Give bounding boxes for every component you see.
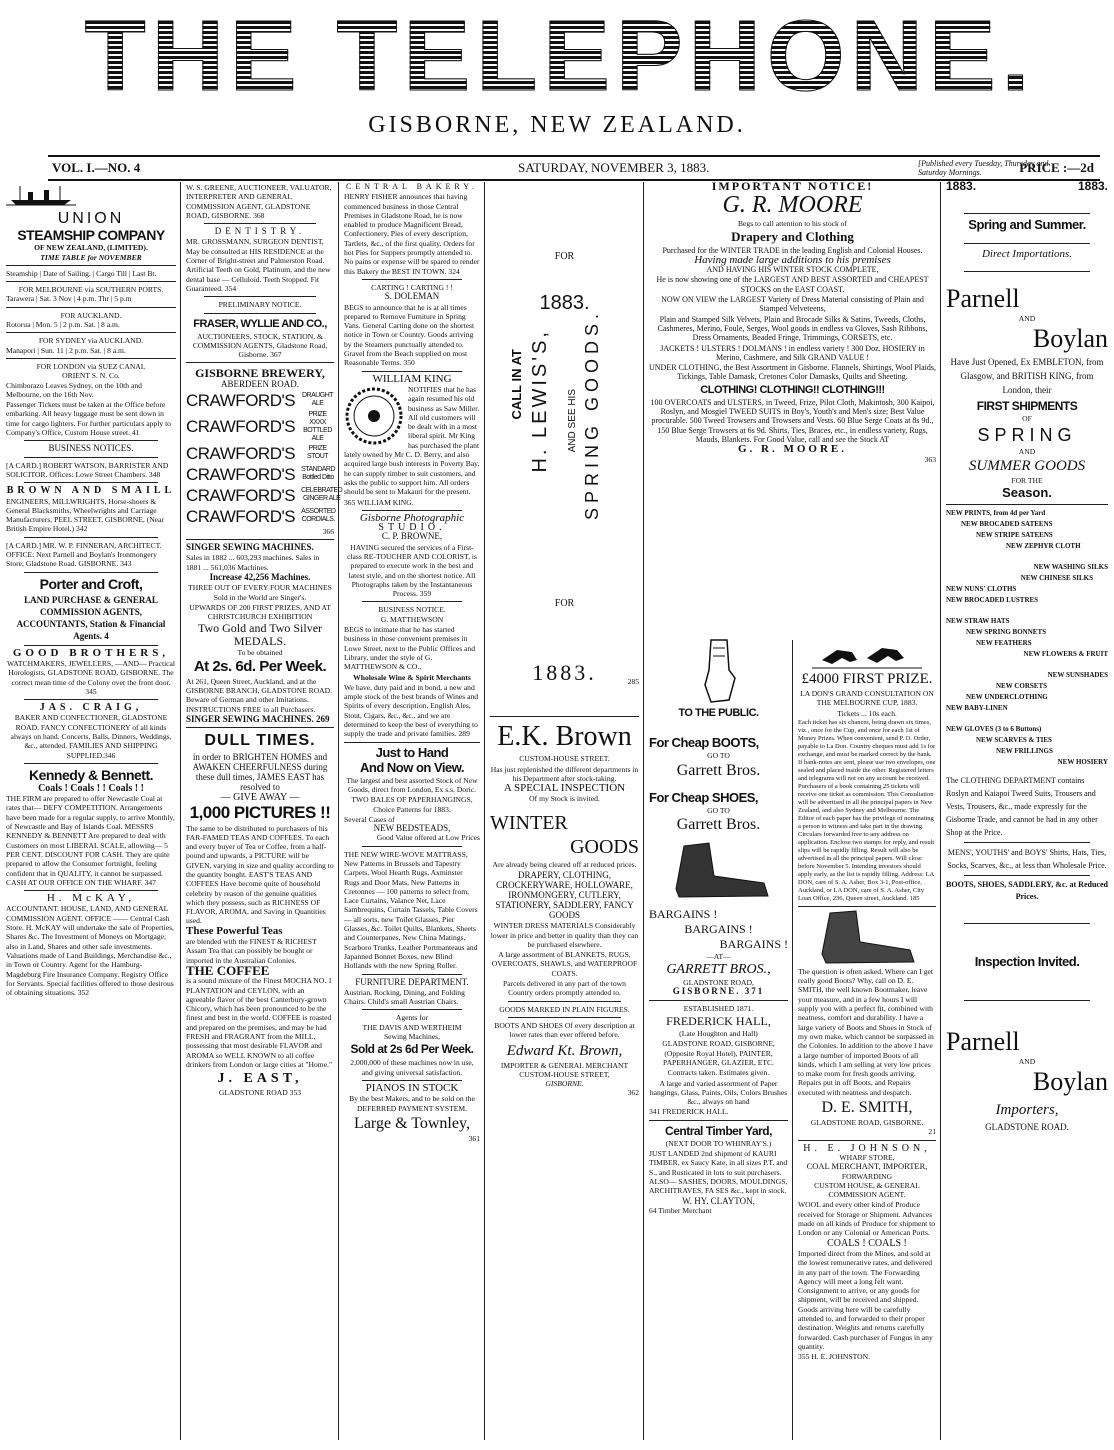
singer-medals: Two Gold and Two Silver MEDALS.: [197, 621, 323, 649]
marked-plain: GOODS MARKED IN PLAIN FIGURES.: [499, 1004, 630, 1014]
garrett-hall-column: [645, 640, 792, 1440]
cleared-text: Are already being cleared off at reduced prices.: [492, 859, 637, 869]
gisborne-label-2: GISBORNE. 371: [672, 986, 765, 997]
kennedy-text: THE FIRM are prepared to offer Newcastle Coal at rates that— DEFY COMPETITION. Arrangements have been made for a regular supply, to arrive Monthly, of Newcastle and Bay of Islands Coal. MESSRS KENNEDY & BENNETT Are prepared to deal with Customers on most LIBERAL SCALE, allowing— 5 PER CENT. DISCOUNT FOR CASH. They are quite prepared to allow the Consumer fortnight, feeling confident that in QUALITY, it cannot be surpassed. CASH AT OUR OFFICE ON THE WHARF. 347: [6, 794, 175, 887]
parcels: Parcels delivered in any part of the town Country orders promptly attended to.: [503, 979, 626, 998]
carting-heading: CARTING ! CARTING ! !: [371, 282, 453, 292]
agents-for: Agents for: [395, 1013, 429, 1023]
new-list-2: [946, 562, 1108, 606]
union-subtitle: STEAMSHIP COMPANY: [17, 227, 165, 244]
column-4: [486, 182, 643, 1442]
list-item: NEW PRINTS, from 4d per Yard: [946, 509, 1046, 518]
for-label-2: FOR: [554, 597, 575, 609]
list-item: NEW STRAW HATS: [946, 617, 1010, 626]
matthewson-name: G. MATTHEWSON: [380, 614, 444, 624]
column-rule: [484, 182, 485, 1440]
studio-title: STUDIO.: [378, 522, 446, 534]
finneran-card: [A CARD.] MR. W. P. FINNERAN, ARCHITECT. OFFICE: Next Parnell and Boylan's Ironmongery Store, Gladstone Road. GISBORNE. 343: [6, 540, 162, 569]
doleman-name: S. DOLEMAN: [384, 291, 440, 302]
matthewson-text: BEGS to intimate that he has started business in those convenient premises in Lowe Street, next to the Public Offices and Library, under the style of G. MATTHEWSON & CO.,: [344, 625, 476, 672]
smith-road: GLADSTONE ROAD, GISBORNE.: [810, 1118, 924, 1128]
coals-heading-2: COALS ! COALS !: [827, 1237, 907, 1249]
pianos-heading: PIANOS IN STOCK: [365, 1081, 459, 1094]
goods-label: GOODS: [570, 835, 639, 858]
custom-house-street: CUSTOM-HOUSE STREET.: [519, 754, 610, 764]
singer-heading: SINGER SEWING MACHINES.: [186, 542, 314, 553]
issue-date: SATURDAY, NOVEMBER 3, 1883.: [518, 160, 710, 175]
column-rule: [643, 182, 644, 1440]
moore-title: G. R. MOORE: [722, 192, 863, 219]
spring-word: SPRING: [977, 424, 1077, 445]
hall-title: FREDERICK HALL,: [666, 1014, 771, 1029]
list-item: NEW UNDERCLOTHING: [966, 693, 1048, 702]
gladstone-road: GLADSTONE ROAD,: [683, 978, 754, 988]
cheap-shoes: For Cheap SHOES,: [649, 789, 759, 805]
browne-name: C. P. BROWNE,: [381, 531, 443, 542]
sydney-heading: FOR SYDNEY via AUCKLAND.: [38, 336, 144, 346]
garrett-bros-2: Garrett Bros.: [676, 815, 761, 833]
pictures: 1,000 PICTURES !!: [189, 802, 331, 822]
list-item: NEW ZEPHYR CLOTH: [1006, 542, 1081, 551]
j-east: J. EAST,: [217, 1071, 303, 1087]
list-item: NEW SPRING BONNETS: [966, 628, 1047, 637]
column-rule: [338, 182, 339, 1440]
large-townley-number: 361: [468, 1133, 480, 1143]
timetable-header: Steamship | Date of Sailing. | Cargo Till | Last Bt.: [6, 268, 157, 278]
timber-text: JUST LANDED 2nd shipment of KAURI TIMBER, ex Saucy Kate, in all sizes P.T. and S., and Rusticated in lots to suit purchasers. ALSO— SASHES, DOORS, MOULDINGS, ARCHITRAVES, FA SES &c., kept in stock.: [649, 1149, 788, 1196]
cheap-boots: For Cheap BOOTS,: [649, 735, 759, 751]
importers: Importers,: [995, 1101, 1059, 1118]
timetable-heading: TIME TABLE for NOVEMBER: [40, 252, 142, 262]
list-item: NEW SUNSHADES: [1047, 671, 1108, 680]
sewing-machines: Sewing Machines,: [383, 1032, 441, 1042]
bargains-2: BARGAINS !: [684, 921, 753, 936]
craig-title: JAS. CRAIG,: [39, 702, 143, 714]
boot-icon-2: [812, 910, 922, 965]
years-row: [946, 179, 1108, 193]
view-text: The largest and best assorted Stock of New Goods, direct from London, Ex s.s. Doric.: [346, 775, 478, 794]
dress-materials: WINTER DRESS MATERIALS Considerably lower in price and better in quality than they can be purchased elsewhere.: [490, 921, 639, 949]
list-item: NEW BABY-LINEN: [946, 704, 1008, 713]
list-item: NEW BROCADED SATEENS: [961, 520, 1053, 529]
go-to-2: GO TO: [707, 805, 730, 815]
and-label: AND: [1018, 314, 1036, 324]
good-brothers-text: WATCHMAKERS, JEWELLERS, —AND— Practical Horologists, GLADSTONE ROAD, GISBORNE. The correct mean time of the Colony over the front door. 345: [6, 658, 176, 696]
bargains-1: BARGAINS !: [649, 906, 718, 921]
bargains-3: BARGAINS !: [719, 936, 788, 951]
london-text: Chimborazo Leaves Sydney, on the 10th and Melbourne, on the 16th Nov.: [6, 380, 142, 399]
melbourne-row: Tarawera | Sat. 3 Nov | 4 p.m. Thr | 5 p.m: [6, 294, 132, 304]
moore-showing: He is now showing one of the LARGEST AND BEST ASSORTED and CHEAPEST STOCKS on the EAST COAST.: [656, 275, 929, 294]
davis-wertheim: THE DAVIS AND WERTHEIM: [362, 1022, 462, 1032]
coffee-heading: THE COFFEE: [186, 962, 270, 978]
at-label: —AT—: [706, 951, 731, 961]
johnson-title: H. E. JOHNSON,: [803, 1142, 931, 1154]
lewis-name: H. LEWIS'S,: [529, 328, 551, 473]
masthead-subtitle: GISBORNE, NEW ZEALAND.: [368, 112, 746, 138]
pointing-hand-icon: [689, 640, 749, 705]
year-left: 1883.: [946, 179, 977, 193]
forwarding: FORWARDING: [841, 1171, 893, 1181]
smith-title: D. E. SMITH,: [821, 1099, 913, 1117]
dateline: [48, 155, 1100, 181]
wine-heading: Wholesale Wine & Spirit Merchants: [353, 672, 471, 682]
boot-icon: [664, 841, 774, 901]
blankets: A large assortment of BLANKETS, RUGS, OVERCOATS, SHAWLS, and WATERPROOF COATS.: [491, 950, 638, 978]
winter-label: WINTER: [490, 811, 568, 834]
king-signature: 365 WILLIAM KING.: [344, 497, 414, 507]
spring-summer: Spring and Summer.: [968, 217, 1086, 233]
london-heading: FOR LONDON via SUEZ CANAL: [36, 361, 146, 371]
special-inspection: A SPECIAL INSPECTION: [503, 782, 626, 795]
singer-upwards: UPWARDS OF 200 FIRST PRIZES, AND AT CHRISTCHURCH EXHIBITION: [189, 602, 331, 622]
moore-overcoats: 100 OVERCOATS and ULSTERS, in Tweed, Frize, Pilot Cloth, Makintosh, 300 Kaipoi, Roslyn, and Mosgiel TWEED SUITS in Boy's, Youth's and Men's size; Best Value procurable. 500 Tweed Trowsers and Trowsers and Vests. 60 Blue Serge Coats at 8s 9d., 150 Blue Serge Trowsers at 6s 9d. Shirts, Ties, Braces, etc., in endless variety, Rugs, Mauds, Blankets. For Good Value, call and see the Stock AT: [650, 397, 935, 444]
ek-brown: E.K. Brown: [497, 721, 632, 753]
list-item: NEW GLOVES (3 to 6 Buttons): [946, 725, 1042, 734]
masthead: [60, 0, 1060, 112]
dentistry-heading: DENTISTRY.: [214, 226, 306, 237]
go-to: GO TO: [707, 751, 730, 761]
london-sub: ORIENT S. N. Co.: [62, 371, 120, 381]
crawford-item: CRAWFORD'S PRIZE XXXX BOTTLED ALE: [186, 410, 332, 442]
now-on-view: And Now on View.: [360, 759, 464, 775]
union-notes: Passenger Tickets must be taken at the Office before embarking. All heavy luggage must be sent down in time for cargo lighters. For further particulars apply to Company's Office, Custom House street. 41: [6, 400, 171, 438]
important-notice: IMPORTANT NOTICE!: [711, 179, 874, 193]
list-item: NEW CHINESE SILKS: [1020, 574, 1093, 583]
column-rule: [180, 182, 181, 1440]
column-2: [182, 182, 343, 1442]
sold-text: 2,000,000 of these machines now in use, and giving universal satisfaction.: [350, 1058, 474, 1077]
paperhangings: TWO BALES OF PAPERHANGINGS, Choice Patterns for 1883.: [351, 795, 473, 814]
ladon-smith-johnson-column: [794, 640, 940, 1440]
moore-view: NOW ON VIEW the LARGEST Variety of Dress Material consisting of Plain and Stamped Velveteens,: [661, 295, 924, 314]
singer-obtained: To be obtained: [237, 648, 283, 658]
photo-title: Gisborne Photographic: [359, 511, 465, 524]
drapery-list: DRAPERY, CLOTHING, CROCKERYWARE, HOLLOWARE, IRONMONGERY, CUTLERY, STATIONERY, SADDLERY, FANCY GOODS: [495, 870, 634, 921]
porter-croft-text: LAND PURCHASE & GENERAL COMMISSION AGENTS, ACCOUNTANTS, Station & Financial Agents. 4: [16, 594, 166, 641]
steamship-icon: [6, 184, 76, 206]
king-title: WILLIAM KING: [372, 372, 452, 385]
large-townley: Large & Townley,: [354, 1114, 470, 1132]
give-away: — GIVE AWAY —: [220, 792, 300, 804]
crawford-item: CRAWFORD'S PRIZE STOUT: [186, 443, 329, 463]
dull-times: DULL TIMES.: [204, 732, 316, 750]
and-label-3: AND: [1018, 1057, 1036, 1067]
list-item: NEW STRIPE SATEENS: [976, 531, 1053, 540]
king-text: NOTIFIES that he has again resumed his old business as Saw Miller. All old customers will be dealt with in a most liberal spirit. Mr King has purchased the plant lately owned by Mr C. D. Berry, and also acquired large bush interests in Poverty Bay, he can supply timber to suit customers, and asks the public to support him. All orders should be sent to Makauri for the present.: [344, 384, 480, 497]
wool-text: WOOL and every other kind of Produce received for Storage or Shipment. Advances made on all kinds of Produce for shipment to London or any Colonial or American Ports.: [798, 1200, 936, 1238]
auckland-heading: FOR AUCKLAND.: [60, 310, 122, 320]
whinray: (NEXT DOOR TO WHINRAY'S.): [665, 1138, 772, 1148]
list-item: NEW WASHING SILKS: [1033, 563, 1108, 572]
hall-signature: 341 FREDERICK HALL.: [649, 1107, 729, 1117]
brown-number: 362: [627, 1088, 639, 1098]
sold-per-week: Sold at 2s 6d Per Week.: [350, 1042, 474, 1057]
moore-advert: [645, 179, 940, 637]
johnson-signature: 355 H. E. JOHNSTON.: [798, 1352, 871, 1362]
moore-drapery: Drapery and Clothing: [731, 228, 854, 244]
boots-shoes: BOOTS AND SHOES Of every description at lower rates than ever offered before.: [494, 1020, 635, 1040]
brewery-title: GISBORNE BREWERY,: [195, 366, 325, 381]
new-list-4: [946, 670, 1108, 714]
greene-card: W. S. GREENE, AUCTIONEER, VALUATOR, INTERPRETER AND GENERAL COMMISSION AGENT, GLADSTONE ROAD, GISBORNE. 368: [186, 183, 332, 220]
garrett-bros: Garrett Bros.: [676, 761, 761, 779]
direct-importations: Direct Importations.: [981, 248, 1073, 261]
year-right: 1883.: [1077, 179, 1108, 193]
column-6: [942, 179, 1112, 1442]
singer-week: At 2s. 6d. Per Week.: [193, 657, 327, 675]
saw-blade-icon: [344, 386, 404, 446]
fisher-text: HENRY FISHER announces that having commenced business in those Central Premises in Gladstone Road, he is now enabled to produce Magnificent Bread, Confectionery, Pies of every description, Tartlets, &c., of the first quality. Orders for hot Pies for Suppers promptly attended to. No pains or expense will be spared to render this Bakery the BEST IN TOWN. 324: [344, 192, 480, 276]
stock-invited: Of my Stock is invited.: [529, 793, 600, 803]
union-title: UNION: [57, 210, 125, 228]
brewery-road: ABERDEEN ROAD.: [221, 379, 299, 390]
crawford-list: [186, 390, 343, 527]
moore-begs: Begs to call attention to his stock of: [737, 219, 848, 229]
first-shipments: FIRST SHIPMENTS: [976, 398, 1078, 413]
to-the-public: TO THE PUBLIC.: [678, 707, 759, 719]
brown-smaill-title: BROWN AND SMAILL: [6, 485, 176, 497]
gisborne-label: GISBORNE.: [545, 1079, 584, 1089]
furniture-heading: FURNITURE DEPARTMENT.: [355, 976, 469, 987]
preliminary-notice: PRELIMINARY NOTICE.: [218, 300, 302, 310]
lewis-number: 285: [627, 677, 639, 687]
garrett-bros-sig: GARRETT BROS.,: [666, 962, 771, 978]
singer-three-out: THREE OUT OF EVERY FOUR MACHINES Sold in the World are Singer's.: [188, 583, 332, 602]
hall-text: GLADSTONE ROAD, GISBORNE, (Opposite Royal Hotel), PAINTER, PAPERHANGER, GLAZIER, ETC.: [662, 1039, 775, 1067]
new-list-3: [946, 616, 1108, 660]
parnell: Parnell: [946, 284, 1020, 314]
singer-heading-2: SINGER SEWING MACHINES. 269: [186, 713, 330, 724]
established: ESTABLISHED 1871.: [683, 1003, 754, 1013]
fraser-title: FRASER, WYLLIE AND CO.,: [193, 317, 327, 330]
powerful-text: are blended with the FINEST & RICHEST Assam Tea that can possibly be bought or imported in the Australian Colonies.: [186, 937, 317, 965]
melbourne-heading: FOR MELBOURNE via SOUTHERN PORTS.: [18, 285, 164, 295]
moore-list: Plain and Stamped Silk Velvets, Plain and Brocade Silks & Satins, Tweeds, Cloths, Cashmeres, Merino, Foule, Serges, Wool goods in endless va Gloves, Sash Ribbons, Dress Ornaments, Beaded Fringe, Trimmings, CORSETS, etc.: [657, 314, 928, 343]
new-list-1: [946, 508, 1108, 552]
list-item: NEW HOSIERY: [1057, 758, 1108, 767]
list-item: NEW FRILLINGS: [996, 747, 1053, 756]
of-label: OF: [1022, 413, 1032, 423]
dentistry-text: MR. GROSSMANN, SURGEON DENTIST, May be consulted at HIS RESIDENCE at the Corner of Bright-street and Palmerston Road. Artificial Teeth on Gold, Platinum, and the new dental base — Celluloid. Teeth Stopped. Fit Guaranteed. 354: [186, 237, 331, 293]
moore-jackets: JACKETS ! ULSTERS ! DOLMANS ! in endless variety ! 300 Doz. HOSIERY in Merino, Cashmere, and Silk GRAND VALUE !: [660, 343, 925, 362]
timber-merchant: 64 Timber Merchant: [649, 1205, 712, 1215]
importer: IMPORTER & GENERAL MERCHANT: [500, 1060, 629, 1070]
business-notices-heading: BUSINESS NOTICES.: [48, 443, 134, 454]
lewis-call-in: CALL IN AT: [509, 348, 524, 420]
new-list-5: [946, 724, 1108, 768]
parnell-2: Parnell: [946, 1027, 1020, 1057]
and-label-2: AND: [1018, 446, 1036, 456]
opened-text: Have Just Opened, Ex EMBLETON, from Glasgow, and BRITISH KING, from London, their: [950, 356, 1104, 395]
ladon-heading: LA DON'S GRAND CONSULTATION ON THE MELBOURNE CUP, 1883.: [800, 689, 934, 708]
ek-text: Has just replenished the different departments in his Department after stock-taking.: [490, 764, 639, 784]
lewis-spring-goods: SPRING GOODS.: [582, 308, 602, 520]
crawford-item: CRAWFORD'S DRAUGHT ALE: [186, 390, 334, 410]
moore-under: UNDER CLOTHING, the Best Assortment in Gisborne. Flannels, Shirtings, Wool Plaids, Tickings, Table Damask, Cretones Color Damasks, Quilts and Sheeting.: [649, 363, 936, 382]
mens-youths: MENS', YOUTHS' and BOYS' Shirts, Hats, Ties, Socks, Scarves, &c., at less than Wholesale Price.: [947, 848, 1107, 871]
lewis-vertical-block: [490, 309, 639, 579]
hall-hough: (Late Houghton and Hall): [679, 1029, 758, 1039]
list-item: NEW FEATHERS: [976, 639, 1032, 648]
pianos-text: By the best Makers, and to be sold on the DEFERRED PAYMENT SYSTEM.: [349, 1094, 475, 1113]
column-rule: [792, 640, 793, 1440]
smith-number: 21: [928, 1127, 936, 1137]
moore-clothing: CLOTHING! CLOTHING!! CLOTHING!!!: [700, 383, 885, 396]
just-to-hand: Just to Hand: [375, 744, 449, 760]
timber-yard: Central Timber Yard,: [665, 1123, 772, 1138]
year-1883-2: 1883.: [532, 659, 597, 685]
furniture-text: Austrian, Rocking, Dining, and Folding Chairs. Child's small Austrian Chairs.: [344, 987, 465, 1007]
clothing-dept: The CLOTHING DEPARTMENT contains Roslyn and Kaiapoi Tweed Suits, Trousers and Vests, Trousers, &c., made expressly for the Gisborne Trade, and cannot be had in any other Shop at the Price.: [946, 776, 1098, 838]
bedsteads: NEW BEDSTEADS,: [373, 823, 451, 834]
singer-sales: Sales in 1882 ... 603,293 machines. Sales in 1881 ... 561,036 Machines.: [186, 553, 320, 572]
moore-signature: G. R. MOORE.: [737, 443, 848, 456]
list-item: NEW BROCADED LUSTRES: [946, 596, 1039, 605]
boylan-2: Boylan: [1032, 1066, 1108, 1096]
clayton: W. HY. CLAYTON,: [682, 1195, 755, 1206]
craig-text: BAKER AND CONFECTIONER, GLADSTONE ROAD. FANCY CONFECTIONERY of all kinds always on hand. Concerts, Balls, Dinners, Weddings, &c., attended. FAMILIES AND SHIPPING SUPPLIED.346: [10, 713, 172, 760]
hall-text-2: A large and varied assortment of Paper hangings, Glass, Paints, Oils, Colors Brushes &c., always on hand: [649, 1078, 788, 1107]
watson-card: [A CARD.] ROBERT WATSON, BARRISTER AND SOLICITOR. Offices: Lowe Street Chambers. 348: [6, 460, 169, 479]
inspection-invited: Inspection Invited.: [974, 954, 1080, 970]
masthead-title: THE TELEPHONE.: [84, 0, 1036, 112]
column-rule: [940, 182, 941, 1440]
smith-text: The question is often asked, Where can I get really good Boots? Why, call on D. E. SMITH, the well known Bootmaker, leave your measure, and in a few hours I will supply you with a perfect fit, combined with neatness, comfort and durability. I have a large variety of Boots and Shoes in Stock of my own make, which cannot be surpassed in the Colonies. In addition to the above I have a large number of imported Boots of all kinds, which I am selling at very low prices to make room for fresh goods arriving. Repairs put in off Boots, and Repairs executed with neatness and despatch.: [798, 966, 934, 1097]
publication-schedule: [Published every Tuesday, Thursday and Saturday Mornings.: [918, 159, 1049, 177]
powerful-teas: These Powerful Teas: [186, 924, 283, 937]
browne-text: HAVING secured the services of a First-class RE-TOUCHER AND COLORIST, is prepared to execute work in the best and latest style, and on the shortest notice. All Photographs taken by the Instantaneous Process. 359: [347, 542, 477, 599]
list-item: NEW FLOWERS & FRUIT: [1023, 650, 1108, 659]
wine-text: We have, duty paid and in bond, a new and ample stock of the best brands of Wines and Spirits of every description, English Ales, Stout, Cigars, &c., &c., and we are determined to keep the best of everything to supply the trade and private families. 289: [344, 682, 479, 739]
first-prize: £4000 FIRST PRIZE.: [801, 671, 933, 687]
list-item: NEW CORSETS: [996, 682, 1048, 691]
wharf-store: WHARF STORE,: [839, 1152, 895, 1162]
several-cases: Several Cases of: [344, 814, 395, 824]
auckland-row: Rotorua | Mon. 5 | 2 p.m. Sat. | 8 a.m.: [6, 320, 120, 330]
volume-number: VOL. I.—NO. 4: [52, 160, 141, 175]
kennedy-title: Kennedy & Bennett.: [28, 766, 153, 783]
for-the: FOR THE: [1011, 476, 1043, 486]
custom-house-2: CUSTOM-HOUSE STREET,: [519, 1069, 610, 1079]
crawford-item: CRAWFORD'S ASSORTED CORDIALS.: [186, 506, 336, 526]
racehorses-icon: [812, 640, 922, 670]
moore-having: Having made large additions to his premises: [694, 253, 891, 266]
union-nz: OF NEW ZEALAND, (LIMITED).: [34, 243, 148, 253]
year-1883: 1883.: [539, 292, 590, 315]
price: PRICE :—2d: [1019, 160, 1094, 175]
for-label: FOR: [554, 251, 575, 262]
ladon-tickets: Tickets ... 10s each.: [837, 708, 897, 718]
ladon-text: Each ticket has six chances, being drawn six times, viz., once for the Cup, and once for each 1st of Money Prizes. When convenient, send P. O. Order, payable to La Don. Country cheques must add 1s for exchange, and must be marked correct by the bank. If bank-notes are sent, please use two envelopes, one sealed and placed inside the other. Registered letters and telegrams will not on any account be received. Purchasers of a book containing 25 tickets will receive one ticket as commission. This Consultation will be advertised in all the principal papers in New Zealand, and also Sydney and Melbourne. The Editor of each paper has the privilege of nominating a person to witness and take part in the drawing. Circulars forwarded free to any address on application. Enclose two stamps for reply, and result slips will be rapidly filling. Result will also be advertised in all the principal papers. Will close before November 5. Intending investors should apply early, as the list is rapidly filling. Address: LA DON, care of S. A. Asher, Box 3-1, Post-office, Auckland, or LA DON, care of S. A. Asher, City Loan Office, 236, Queen street, Auckland. 185: [798, 718, 936, 902]
moore-winter: AND HAVING HIS WINTER STOCK COMPLETE,: [706, 265, 879, 275]
coffee-text: is a sound mixture of the Finest MOCHA NO. 1 PLANTATION and CEYLON, with an agreeable flavor of the best Canterbury-grown Chicory, which has been pronounced to be the finest and best in the world. COFFEE is roasted and prepared on the premises, and may be had FRESH and FRAGRANT from the MILL, possessing that most desirable FLAVOR and AROMA so WELL KNOWN to all coffee drinkers from London or large cities at "Home.": [186, 976, 333, 1069]
doleman-text: BEGS to announce that he is at all times prepared to Remove Furniture in Spring Vans. General Carting done on the shortest notice in Town or Country. Goods arriving by the Steamers punctually attended to. Gravel from the Beach supplied on most Reasonable Terms. 350: [344, 302, 475, 368]
coals-text: Imported direct from the Mines, and sold at the lowest remunerative rates, and delivered in any part of the town. The Forwarding Agency will meet a long felt want. Consignment to arrive, or any goods for shipment, will be received and shipped. Goods arriving here will be carefully attended to, and forwarded to their proper destination. Weights and returns carefully forwarded. Cash purchaser of Fungus in any quantity.: [798, 1248, 933, 1351]
customs-agent: CUSTOM HOUSE, & GENERAL COMMISSION AGENT.: [814, 1180, 920, 1200]
boylan: Boylan: [1032, 323, 1108, 353]
fraser-text: AUCTIONEERS, STOCK, STATION, & COMMISSION AGENTS, Gladstone Road, Gisborne. 367: [192, 331, 328, 360]
brown-smaill-text: ENGINEERS, MILLWRIGHTS, Horse-shoers & General Blacksmiths, Wheelwrights and Carriage Manufacturers, PEEL STREET, GISBORNE, (Near British Empire Hotel.) 342: [6, 496, 164, 534]
brown-signature: Edward Kt. Brown,: [506, 1042, 623, 1059]
list-item: NEW NUNS' CLOTHS: [946, 585, 1017, 594]
mattress-text: THE NEW WIRE-WOVE MATTRASS, New Patterns in Brussels and Tapestry Carpets, Wool Hearth Rugs, Axminster Rugs and Door Mats, New Patterns in Cretonnes — 100 patterns to select from, Lace Curtains, Valance Net, Lace Sambrequins, Curtain Tassels, Table Covers — all sorts, new Toilet Glasses, Pier Glasses, &c. Toilet Quilts, Blankets, Sheets and Counterpanes, New China Matings, Scarboro Trunks, Leather Portmanteaus and Japanned Bonnet Boxes, new Blind Hollands with the new Spring Roller.: [344, 849, 478, 971]
coal-merchant: COAL MERCHANT, IMPORTER,: [806, 1161, 928, 1172]
east-intro: in order to BRIGHTEN HOMES and AWAKEN CHEERFULNESS during these dull times, JAMES EAST has resolved to: [192, 752, 328, 793]
moore-number: 363: [924, 454, 936, 464]
coals-heading: Coals ! Coals ! ! Coals ! !: [38, 782, 144, 794]
crawford-item: CRAWFORD'S STANDARD Bottled Ditto: [186, 464, 336, 484]
mckay-title: H. McKAY,: [46, 892, 136, 905]
sydney-row: Manapori | Sun. 11 | 2 p.m. Sat. | 8 a.m.: [6, 345, 126, 355]
boots-saddlery: BOOTS, SHOES, SADDLERY, &c. at Reduced Prices.: [946, 880, 1108, 902]
singer-week-text: At 261, Queen Street, Auckland, and at the GISBORNE BRANCH, GLADSTONE ROAD. Beware of German and other Imitations. INSTRUCTIONS FREE to all Purchasers.: [186, 676, 333, 714]
season: Season.: [1002, 485, 1052, 501]
gladstone-road-2: GLADSTONE ROAD.: [985, 1121, 1069, 1132]
crawford-item: CRAWFORD'S CELEBRATED GINGER ALE: [186, 485, 343, 505]
column-1: [2, 182, 180, 1442]
crawford-number: 366: [322, 526, 334, 536]
bakery-heading: CENTRAL BAKERY.: [345, 182, 478, 191]
summer-goods: SUMMER GOODS: [968, 458, 1086, 475]
singer-increase: Increase 42,256 Machines.: [209, 571, 311, 582]
column-3: [340, 182, 484, 1442]
lewis-and-see: AND SEE HIS: [567, 388, 578, 452]
hall-contracts: Contracts taken. Estimates given.: [667, 1068, 770, 1078]
mckay-text: ACCOUNTANT. HOUSE, LAND, AND GENERAL COMMISSION AGENT. OFFICE —— Central Cash Store. H. McKAY will undertake the sale of Properties, Shares &c. The Investment of Moneys on Mortgage; also in Land, Shares and other safe investments. Valuations made of Land Buildings, Merchandise &c., in Town or Country. Agent for the Hamburg-Magdeburg Fire Insurance Company. Registry Office for Servants. Special facilities offered to those desirous of obtaining situations. 352: [6, 904, 174, 998]
moore-purchased: Purchased for the WINTER TRADE in the leading English and Colonial Houses.: [662, 245, 923, 255]
good-brothers-title: GOOD BROTHERS,: [12, 646, 170, 659]
business-notice: BUSINESS NOTICE.: [378, 605, 446, 615]
east-address: GLADSTONE ROAD 353: [218, 1088, 302, 1098]
east-text: The same to be distributed to purchasers of his FAR-FAMED TEAS AND COFFEES. To each and every buyer of Tea or Coffee, from a half-pound and upwards, a PICTURE will be GIVEN, varying in size and quality according to the quantity bought. EAST'S TEAS AND COFFEES Have become quite of household celebrity by reason of the genuine qualities which they possess, such as RICHNESS OF FLAVOR, AROMA, and Saving in Quantities used.: [186, 823, 334, 926]
porter-croft-title: Porter and Croft,: [39, 575, 143, 592]
good-value: Good Value offered at Low Prices: [376, 833, 480, 843]
list-item: NEW SCARVES & TIES: [976, 736, 1052, 745]
